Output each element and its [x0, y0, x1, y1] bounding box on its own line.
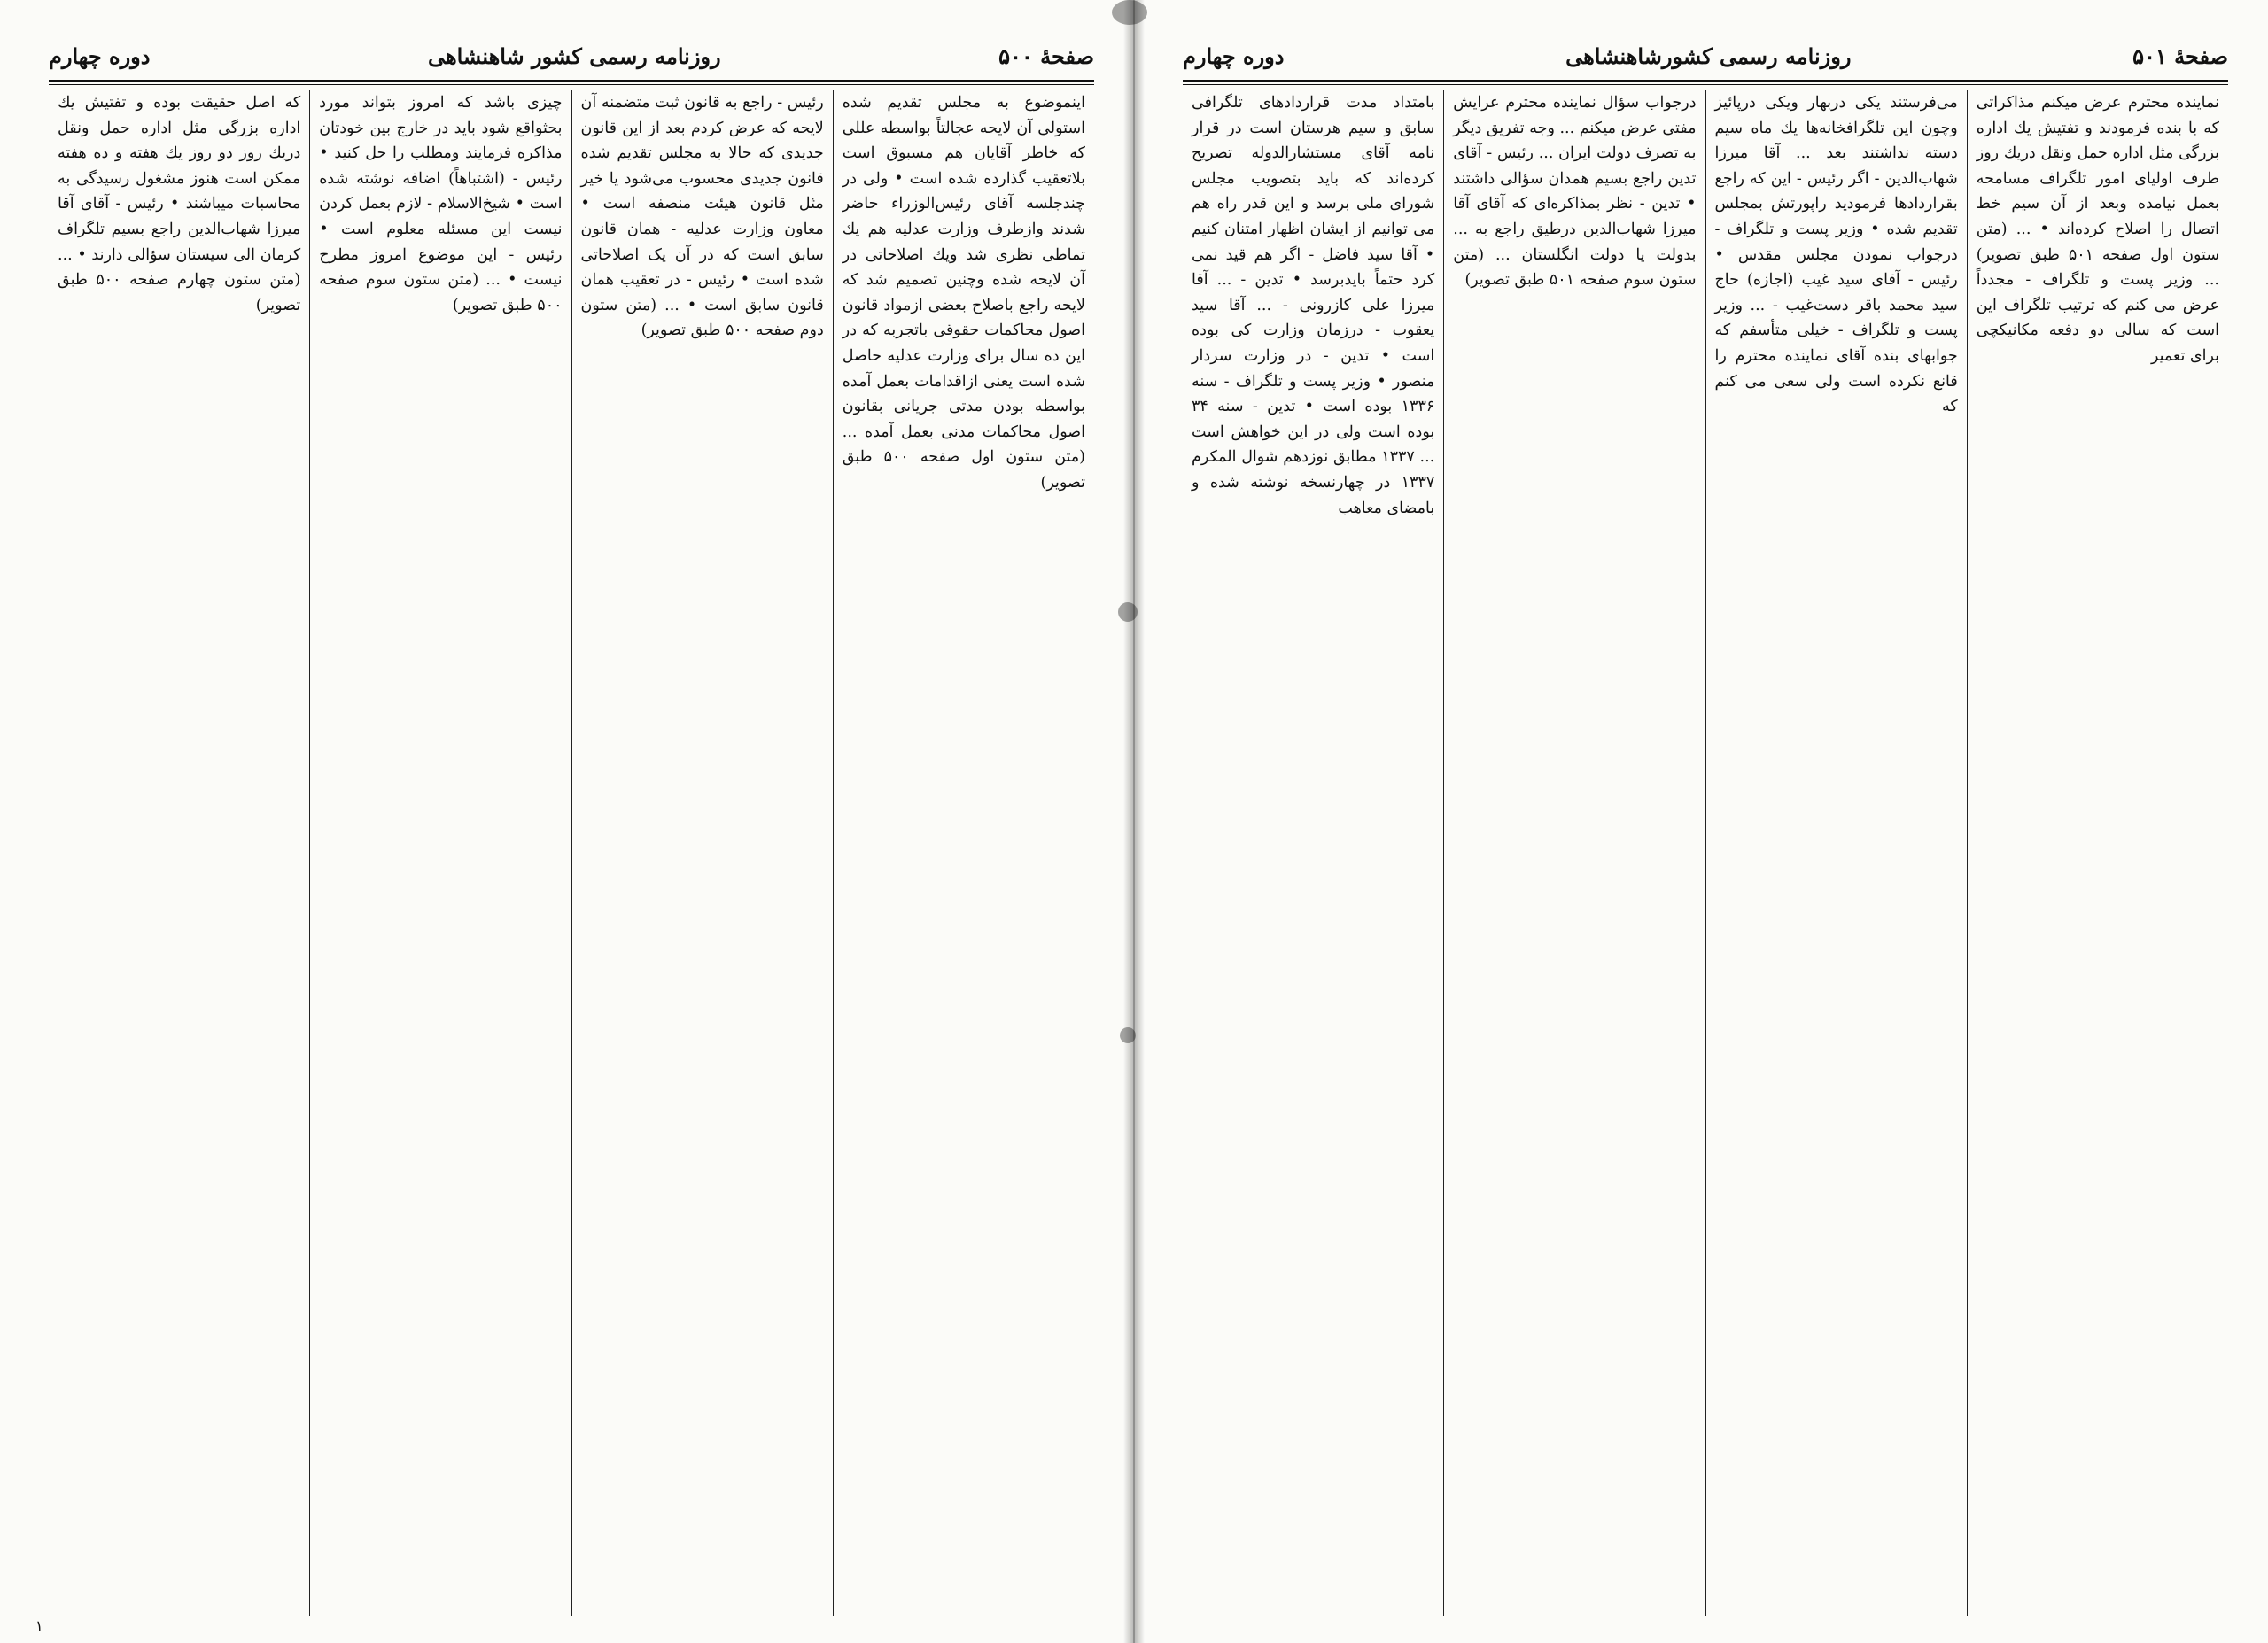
- header-rule: [49, 80, 1094, 82]
- right-page: [1134, 0, 2268, 1643]
- book-spine-shadow: [1123, 0, 1145, 1643]
- header-rule: [1183, 80, 2228, 82]
- right-page-columns: [1183, 90, 2228, 1616]
- term-label: دوره چهارم: [49, 43, 151, 69]
- right-page-header: [1183, 35, 2228, 76]
- ink-blot: [1118, 602, 1138, 622]
- column-text: درجواب سؤال نماینده محترم عرایش مفتی عرض میکنم ... وجه تفریق دیگر به تصرف دولت ایران ... رئیس - آقای تدین راجع بسیم همدان سؤالی داشتند • تدین - نظر بمذاکره‌ای که آقای آقا میرزا شهاب‌الدین درطیق راجع به ... بدولت یا دولت انگلستان ... (متن ستون سوم صفحه ۵۰۱ طبق تصویر): [1453, 94, 1697, 290]
- text-column: [1183, 90, 1443, 1616]
- text-column: [1705, 90, 1967, 1616]
- page-number: صفحهٔ ۵۰۱: [2132, 43, 2228, 69]
- text-column: [1443, 90, 1705, 1616]
- page-number: صفحهٔ ۵۰۰: [998, 43, 1094, 69]
- column-text: نماینده محترم عرض میکنم مذاکراتی که با بنده فرمودند و تفتیش یك اداره بزرگی مثل اداره حمل ونقل دریك روز طرف اولیای امور تلگراف مسامحه بعمل نیامده وبعد از آن سیم خط اتصال را اصلاح کرده‌اند • ... (متن ستون اول صفحه ۵۰۱ طبق تصویر) ... وزیر پست و تلگراف - مجدداً عرض می کنم که ترتیب تلگراف این است که سالی دو دفعه مکانیکچی برای تعمیر: [1976, 94, 2219, 365]
- publication-title: روزنامه رسمی کشور شاهنشاهی: [427, 43, 721, 69]
- column-text: رئیس - راجع به قانون ثبت متضمنه آن لایحه که عرض کردم بعد از این قانون جدیدی که حالا به مجلس تقدیم شده قانون جدیدی محسوب می‌شود یا خیر مثل قانون هیئت منصفه است • معاون وزارت عدلیه - همان قانون سابق است که در آن یک اصلاحاتی شده است • رئیس - در تعقیب همان قانون سابق است • ... (متن ستون دوم صفحه ۵۰۰ طبق تصویر): [580, 94, 824, 340]
- term-label: دوره چهارم: [1183, 43, 1285, 69]
- left-page-columns: [49, 90, 1094, 1616]
- text-column: [1967, 90, 2228, 1616]
- ink-blot: [1112, 0, 1147, 25]
- text-column: [49, 90, 309, 1616]
- left-page-header: [49, 35, 1094, 76]
- ink-blot: [1120, 1027, 1136, 1043]
- column-text: چیزی باشد که امروز بتواند مورد بحثواقع شود باید در خارج بین خودتان مذاکره فرمایند ومطلب را حل کنید • رئیس - (اشتباهاً) اضافه نوشته شده است • شیخ‌الاسلام - لازم بعمل کردن نیست این مسئله معلوم است • رئیس - این موضوع امروز مطرح نیست • ... (متن ستون سوم صفحه ۵۰۰ طبق تصویر): [319, 94, 563, 314]
- column-text: می‌فرستند یکی دربهار ویکی درپائیز وچون این تلگرافخانه‌ها یك ماه سیم دسته نداشتند بعد ... آقا میرزا شهاب‌الدین - اگر رئیس - این که راجع بقراردادها فرمودید راپورتش بمجلس تقدیم شده • وزیر پست و تلگراف - درجواب نمودن مجلس مقدس • رئیس - آقای سید غیب (اجازه) حاج سید محمد باقر دست‌غیب - ... وزیر پست و تلگراف - خیلی متأسفم که جوابهای بنده آقای نماینده محترم را قانع نکرده است ولی سعی می کنم که: [1714, 94, 1958, 416]
- publication-title: روزنامه رسمی کشورشاهنشاهی: [1565, 43, 1852, 69]
- text-column: [571, 90, 833, 1616]
- column-text: که اصل حقیقت بوده و تفتیش یك اداره بزرگی مثل اداره حمل ونقل دریك روز دو روز یك هفته و ده هفته ممکن است هنوز مشغول رسیدگی به محاسبات میباشند • رئیس - آقای آقا میرزا شهاب‌الدین راجع بسیم تلگراف کرمان الی سیستان سؤالی دارند • ... (متن ستون چهارم صفحه ۵۰۰ طبق تصویر): [58, 94, 301, 314]
- text-column: [833, 90, 1094, 1616]
- header-rule-thin: [1183, 84, 2228, 85]
- header-rule-thin: [49, 84, 1094, 85]
- text-column: [309, 90, 571, 1616]
- column-text: بامتداد مدت قراردادهای تلگرافی سابق و سیم هرستان است در قرار نامه آقای مستشارالدوله تصریح کرده‌اند که باید بتصویب مجلس شورای ملی برسد و این قدر راه هم می توانیم از ایشان اظهار امتنان کنیم • آقا سید فاضل - اگر هم قید نمی کرد حتماً بایدبرسد • تدین - ... آقا میرزا علی کازرونی - ... آقا سید یعقوب - درزمان وزارت کی بوده است • تدین - در وزارت سردار منصور • وزیر پست و تلگراف - سنه ۱۳۳۶ بوده است • تدین - سنه ۳۴ بوده است ولی در این خواهش است ... ۱۳۳۷ مطابق نوزدهم شوال المکرم ۱۳۳۷ در چهارنسخه نوشته شده و بامضای معاهب: [1192, 94, 1435, 517]
- column-text: اینموضوع به مجلس تقدیم شده استولی آن لایحه عجالتاً بواسطه عللی که خاطر آقایان هم مسبوق است بلاتعقیب گذارده شده است • ولی در چندجلسه آقای رئیس‌الوزراء حاضر شدند وازطرف وزارت عدلیه هم یك تماطی نظری شد ویك اصلاحاتی در آن لایحه شده وچنین تصمیم شد که لایحه راجع باصلاح بعضی ازمواد قانون اصول محاکمات حقوقی باتجربه که در این ده سال برای وزارت عدلیه حاصل شده است یعنی ازاقدامات بعمل آمده بواسطه بودن مدتی جریانی بقانون اصول محاکمات مدنی بعمل آمده ... (متن ستون اول صفحه ۵۰۰ طبق تصویر): [842, 94, 1085, 492]
- page-footer-mark: ۱: [35, 1617, 43, 1634]
